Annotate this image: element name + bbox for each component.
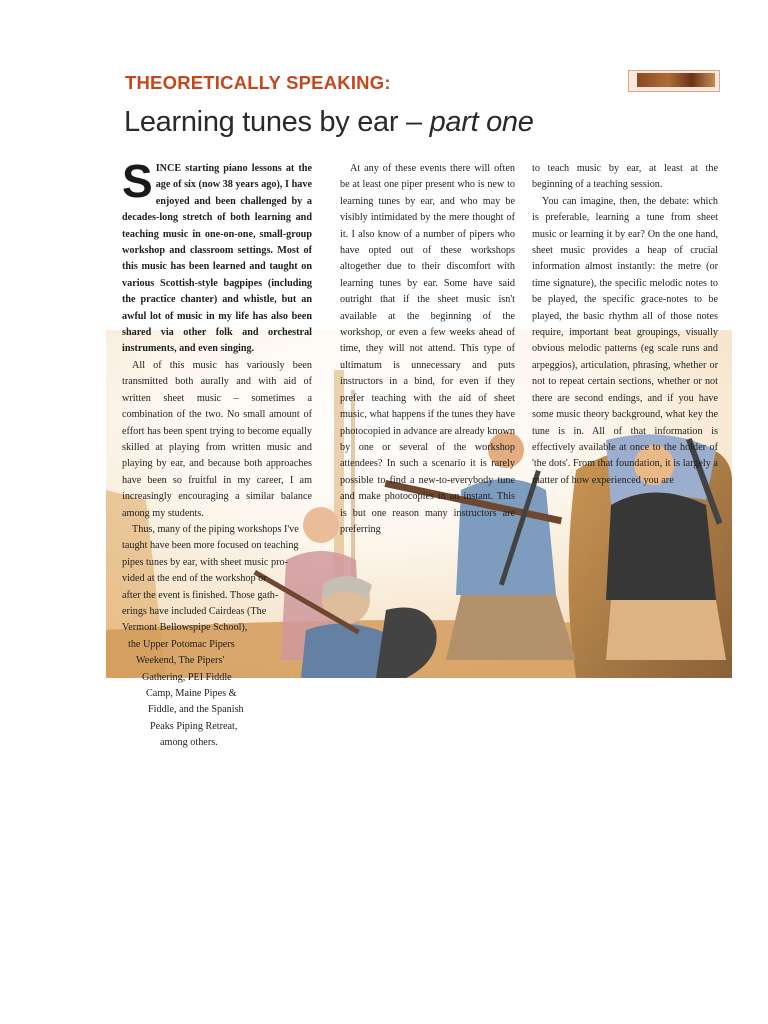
text-line: Peaks Piping Retreat, [150, 720, 238, 732]
article-column-1 [122, 155, 312, 752]
drop-cap: S [122, 155, 153, 207]
article-column-3 [532, 161, 718, 489]
text-line: pipes tunes by ear, with sheet music pro- [122, 556, 288, 568]
paragraph: At any of these events there will often be at least one piper present who is new to learning tunes by ear, and who may be visibly intimidated by the mere thought of it. I also know of a number of pipers who have opted out of these workshops altogether due to their discomfort with learning tunes by ear. Some have said outright that if the sheet music isn't available at the beginning of the workshop, or even a few weeks ahead of time, they will not attend. This type of ultimatum is unnecessary and puts instructors in a bind, for even if they prefer teaching with the aid of sheet music, what happens if the tunes they have photocopied in advance are already known by one or several of the workshop attendees? In such a scenario it is rarely possible to find a new-to-everybody tune and make photocopies in an instant. This is but one reason many instructors are preferring [340, 163, 515, 535]
text-line: the Upper Potomac Pipers [128, 638, 235, 650]
text-line: vided at the end of the workshop or [122, 573, 267, 585]
paragraph: to teach music by ear, at least at the beginning of a teaching session. [532, 163, 718, 191]
text-line: Thus, many of the piping workshops I've [132, 523, 299, 535]
lead-paragraph-text: INCE starting piano lessons at the age of six (now 38 years ago), I have enjoyed and been challenged by a decades-long stretch of both learning and teaching music in one-on-one, small-group workshop and classroom settings. Most of this music has been learned and taught on various Scottish-style bagpipes (including the practice chanter) and whistle, but an awful lot of music in my life has also been shared via other folk and orchestral instruments, and even singing. [122, 163, 312, 355]
text-line: Vermont Bellowspipe School), [122, 622, 248, 634]
text-line: after the event is finished. Those gath- [122, 589, 279, 601]
text-line: taught have been more focused on teaching [122, 540, 299, 552]
article-column-2 [340, 161, 515, 538]
lead-paragraph [122, 155, 312, 358]
text-line: Weekend, The Pipers' [136, 655, 225, 667]
paragraph-wrapped [122, 522, 312, 752]
text-line: erings have included Cairdeas (The [122, 605, 267, 617]
text-line: Fiddle, and the Spanish [148, 704, 244, 716]
paragraph: All of this music has variously been transmitted both aurally and with aid of written sheet music – sometimes a combination of the two. No small amount of effort has been spent trying to become equally skilled at playing from written music and playing by ear, and because both approaches have been so fruitful in my career, I am increasingly encouraging a similar balance among my students. [122, 359, 312, 519]
text-line: Camp, Maine Pipes & [146, 688, 237, 699]
title-main: Learning tunes by ear – [124, 106, 430, 138]
section-kicker: THEORETICALLY SPEAKING: [125, 72, 391, 93]
text-line: Gathering, PEI Fiddle [142, 671, 232, 683]
title-italic: part one [429, 106, 534, 138]
text-line: among others. [160, 737, 218, 749]
paragraph: You can imagine, then, the debate: which is preferable, learning a tune from sheet music or learning it by ear? On the one hand, sheet music provides a heap of crucial information almost instantly: the metre (or time signature), the specific melodic notes to be played, the specific grace-notes to be played, the basic rhythm all of those notes require, important beat groupings, visually obvious melodic patterns (eg scale runs and arpeggios), articulation, phrasing, whether or not to repeat certain sections, whether or not there are second endings, and if you have some music theory background, what key the tune is in. All of that information is effectively available at once to the holder of 'the dots'. From that foundation, it is largely a matter of how experienced you are [532, 195, 718, 486]
corner-thumbnail-image [628, 70, 720, 92]
article-title [124, 106, 534, 139]
